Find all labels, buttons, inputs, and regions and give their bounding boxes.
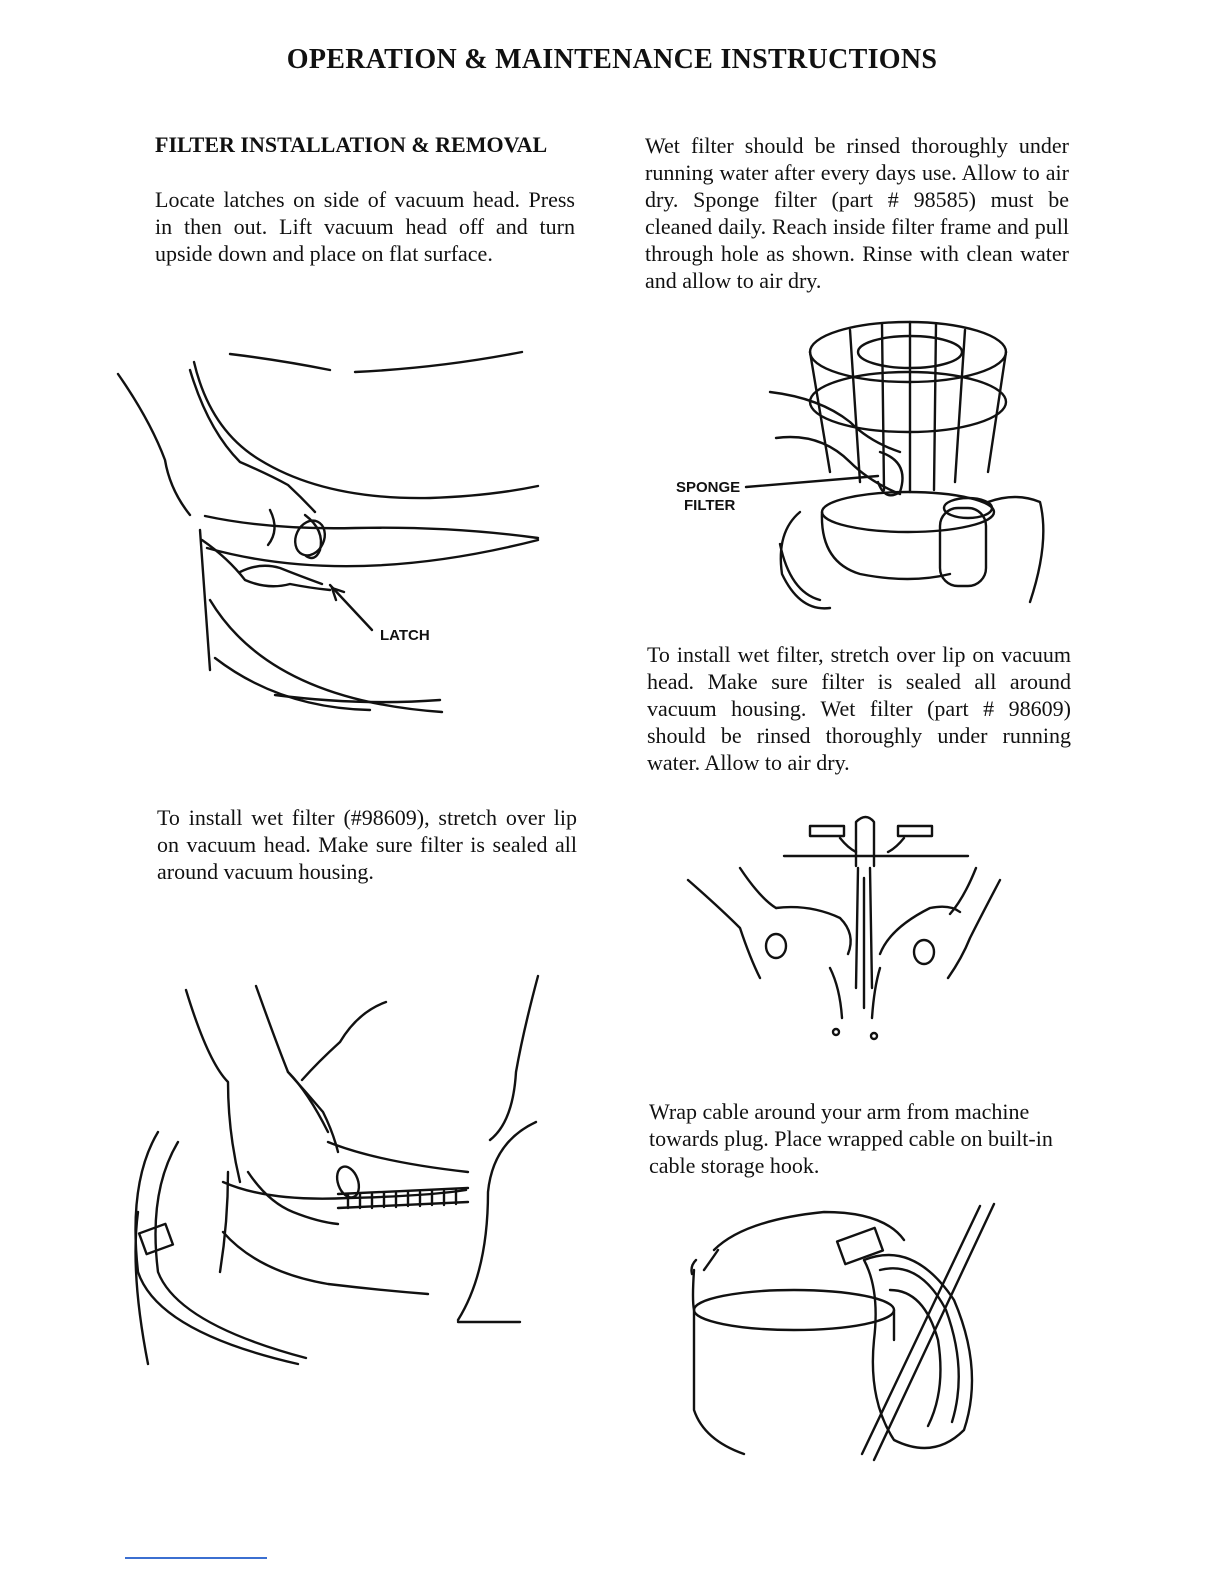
paragraph-wrap-cable: Wrap cable around your arm from machine towards plug. Place wrapped cable on built-in cable storage hook.	[649, 1099, 1053, 1178]
paragraph-install-wet-filter: To install wet filter (#98609), stretch over lip on vacuum head. Make sure filter is sealed all around vacuum housing.	[157, 805, 577, 884]
footer-divider	[125, 1557, 267, 1559]
latch-label: LATCH	[380, 627, 430, 644]
stretching-wet-filter-illustration	[128, 972, 548, 1372]
paragraph-latch-instructions: Locate latches on side of vacuum head. Press in then out. Lift vacuum head off and turn upside down and place on flat surface.	[155, 187, 575, 266]
section-heading: FILTER INSTALLATION & REMOVAL	[155, 132, 548, 157]
sponge-filter-label-line2: FILTER	[684, 497, 736, 514]
paragraph-rinse-sponge-filter: Wet filter should be rinsed thoroughly under running water after every days use. Allow to air dry. Sponge filter (part # 98585) must be cleaned daily. Reach inside filter frame and pull through hole as shown. Rinse with clean water and allow to air dry.	[645, 133, 1069, 293]
paragraph-install-wet-filter-right: To install wet filter, stretch over lip on vacuum head. Make sure filter is sealed all around vacuum housing. Wet filter (part # 98609) should be rinsed thoroughly under running water. Allow to air dry.	[647, 642, 1071, 775]
sponge-filter-cage-illustration	[760, 312, 1060, 612]
sponge-filter-label-line1: SPONGE	[676, 479, 741, 496]
page-title: OPERATION & MAINTENANCE INSTRUCTIONS	[286, 44, 938, 75]
cable-storage-hook-illustration	[684, 1200, 1004, 1470]
hand-on-vacuum-latch-illustration	[110, 340, 560, 730]
rinsing-filter-under-faucet-illustration	[680, 808, 1010, 1048]
sponge-filter-pointer-line	[744, 470, 884, 500]
